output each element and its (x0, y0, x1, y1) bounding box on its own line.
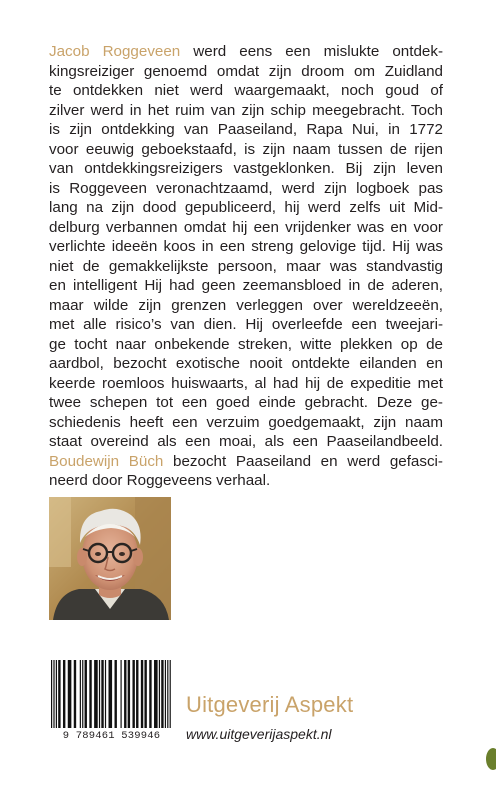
barcode-bar (80, 660, 81, 728)
barcode-bar (167, 660, 168, 728)
barcode-bar (141, 660, 143, 728)
publisher-name: Uitgeverij Aspekt (186, 692, 354, 717)
bio-name: Boudewijn Büch (49, 452, 164, 470)
barcode-bar (68, 660, 72, 728)
blurb-line: voor eeuwig geboekstaafd, is zijn naam tussen de rijen (49, 140, 443, 158)
blurb-line: met alle risico’s van dien. Hij overleefde een tweejari- (49, 316, 443, 333)
barcode-bar (170, 660, 171, 728)
blurb-line: Boudewijn Büch bezocht Paaseiland en werd gefasci- (49, 452, 443, 470)
barcode-bar (132, 660, 134, 728)
blurb-line: zilver werd in het ruim van zijn schip meegebracht. Toch (49, 101, 443, 119)
barcode-bar (154, 660, 158, 728)
blurb-line: schiedenis heeft een verzuim goedgemaakt, zijn naam (49, 413, 443, 431)
barcode-bar (101, 660, 103, 728)
author-name: Jacob Roggeveen (49, 43, 181, 60)
barcode-bar (159, 660, 160, 728)
barcode-bar (58, 660, 60, 728)
blurb-line: te ontdekken niet werd waargemaakt, noch goud of (49, 82, 443, 99)
barcode-bar (115, 660, 117, 728)
barcode-bar (144, 660, 146, 728)
blurb-line: niet de gemakkelijkste persoon, maar was standvastig (49, 257, 443, 275)
blurb-line: twee schepen tot een goed einde gebracht. Deze ge- (49, 394, 443, 411)
isbn-barcode (49, 660, 174, 728)
barcode-bar (51, 660, 52, 728)
barcode-bar (89, 660, 91, 728)
barcode-bar (165, 660, 166, 728)
blurb-line: neerd door Roggeveens verhaal. (49, 472, 271, 489)
blurb-line: keerde roemloos huiswaarts, al had hij de expeditie met (49, 374, 443, 392)
isbn-digits: 9 789461 539946 (62, 730, 161, 742)
blurb-line: lang na zijn dood gepubliceerd, hij werd zelfs uit Mid- (49, 199, 443, 216)
blurb-line: verlichte ideeën koos in een streng gelovige tijd. Hij was (49, 238, 443, 255)
blurb-line: van ontdekkingsreizigers vastgeklonken. Bij zijn leven (49, 160, 443, 177)
blurb-line: staat overeind als een moai, als een Paaseilandbeeld. (49, 433, 443, 450)
blurb-line: delburg verbannen omdat hij een vrijdenker was en voor (49, 218, 443, 236)
barcode-bar (53, 660, 54, 728)
blurb-line: en intelligent Hij had geen zeemansbloed in de aderen, (49, 277, 443, 294)
barcode-bar (128, 660, 130, 728)
barcode-bar (63, 660, 65, 728)
blurb-line: kingsreiziger genoemd omdat zijn droom om Zuidland (49, 62, 443, 80)
edge-decoration (486, 748, 496, 770)
barcode-bar (161, 660, 163, 728)
barcode-bar (85, 660, 87, 728)
blurb-line: ge tocht naar onbekende streken, witte plekken op de (49, 335, 443, 353)
barcode-bar (94, 660, 98, 728)
publisher-url[interactable]: www.uitgeverijaspekt.nl (186, 726, 332, 742)
barcode-bar (149, 660, 151, 728)
barcode-bar (74, 660, 76, 728)
blurb-line: aardbol, bezocht exotische nooit ontdekte eilanden en (49, 355, 443, 372)
author-photo (49, 497, 171, 620)
barcode-bar (105, 660, 106, 728)
barcode-bar (109, 660, 113, 728)
barcode-bar (99, 660, 100, 728)
blurb-line: maar wilde zijn grenzen verleggen over wereldzeeën, (49, 296, 443, 314)
barcode-bar (136, 660, 138, 728)
blurb-line: Jacob Roggeveen werd eens een mislukte ontdek- (49, 43, 444, 60)
back-cover-blurb (49, 42, 443, 491)
barcode-bar (124, 660, 126, 728)
barcode-bar (82, 660, 83, 728)
blurb-line: is zijn ontdekking van Paaseiland, Rapa Nui, in 1772 (49, 121, 443, 138)
barcode-bar (120, 660, 121, 728)
blurb-line: is Roggeveen veronachtzaamd, werd zijn logboek pas (49, 179, 443, 197)
barcode-bar (56, 660, 57, 728)
